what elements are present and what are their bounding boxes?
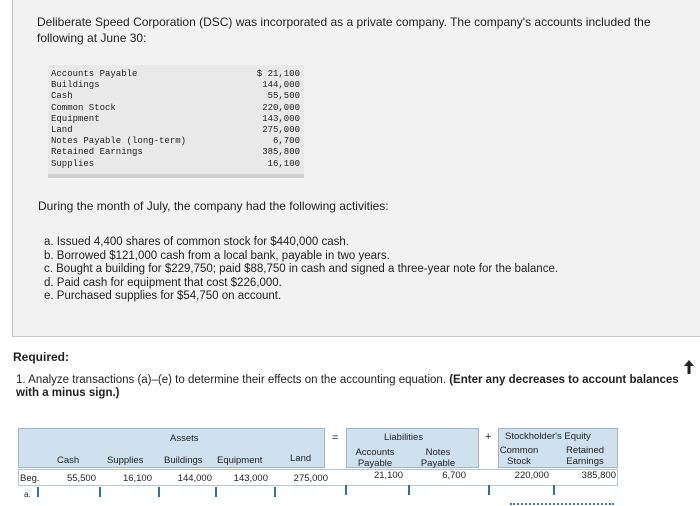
activity-item: d. Paid cash for equipment that cost $226,000. <box>44 276 282 289</box>
account-name: Cash <box>51 91 73 102</box>
focus-indicator <box>510 503 614 505</box>
col-notes-payable: Notes Payable <box>420 447 456 469</box>
activity-item: e. Purchased supplies for $54,750 on account. <box>44 290 282 303</box>
intro-text: Deliberate Speed Corporation (DSC) was incorporated as a private company. The company's accounts included the following at June 30: <box>37 15 651 45</box>
account-value: 144,000 <box>262 80 300 91</box>
input-common-stock-a[interactable] <box>488 485 490 495</box>
col-accounts-payable: Accounts Payable <box>355 447 395 469</box>
account-name: Supplies <box>51 158 95 169</box>
cursor-icon <box>683 360 695 374</box>
input-supplies-a[interactable] <box>99 487 101 497</box>
plus-sign: + <box>485 431 492 443</box>
col-common-stock: Common Stock <box>499 445 539 467</box>
account-row <box>51 114 300 125</box>
required-label: Required: <box>13 350 70 364</box>
accounts-list <box>51 69 300 170</box>
input-buildings-a[interactable] <box>158 487 160 497</box>
account-name: Common Stock <box>51 102 116 113</box>
input-accounts-payable-a[interactable] <box>345 485 347 495</box>
col-buildings: Buildings <box>164 455 203 466</box>
activity-item: c. Bought a building for $229,750; paid $88,750 in cash and signed a three-year note for the balance. <box>44 263 559 276</box>
beg-supplies: 16,100 <box>122 473 152 484</box>
beg-accounts-payable: 21,100 <box>373 470 403 481</box>
account-name: Accounts Payable <box>51 69 138 79</box>
beg-common-stock: 220,000 <box>514 470 549 481</box>
input-cash-a[interactable] <box>37 487 39 497</box>
input-equipment-a[interactable] <box>215 487 217 497</box>
accounts-underline <box>48 174 304 178</box>
equity-label: Stockholder's Equity <box>505 431 591 442</box>
account-row <box>51 136 300 147</box>
col-supplies: Supplies <box>107 455 144 466</box>
beg-notes-payable: 6,700 <box>442 470 466 481</box>
col-cash: Cash <box>57 455 80 466</box>
account-row <box>51 69 300 80</box>
account-name: Notes Payable (long-term) <box>51 136 187 147</box>
beg-retained-earnings: 385,800 <box>581 470 616 481</box>
account-row <box>51 80 300 91</box>
account-name: Land <box>51 124 73 135</box>
row-a-label: a. <box>24 490 31 499</box>
activity-item: a. Issued 4,400 shares of common stock for $440,000 cash. <box>44 236 349 248</box>
account-row <box>51 147 300 158</box>
equals-sign: = <box>332 432 339 444</box>
beg-label: Beg. <box>20 473 40 484</box>
account-value: 220,000 <box>262 102 300 113</box>
assets-label: Assets <box>170 433 199 444</box>
col-retained-earnings: Retained Earnings <box>565 445 605 467</box>
account-name: Retained Earnings <box>51 147 143 158</box>
july-text: During the month of July, the company had the following activities: <box>38 199 389 213</box>
account-row <box>51 91 300 102</box>
account-value: 16,100 <box>267 158 300 169</box>
account-row <box>51 103 300 114</box>
liabilities-label: Liabilities <box>384 432 424 443</box>
col-equipment: Equipment <box>217 455 263 466</box>
account-value: $ 21,100 <box>256 69 300 79</box>
beg-equipment: 143,000 <box>233 473 268 484</box>
activity-item: b. Borrowed $121,000 cash from a local bank, payable in two years. <box>44 249 390 262</box>
account-name: Equipment <box>51 113 100 124</box>
input-retained-earnings-a[interactable] <box>553 485 555 495</box>
question-instruction: (Enter any decreases to account balances with a minus sign.) <box>16 374 679 399</box>
input-notes-payable-a[interactable] <box>408 485 410 495</box>
account-value: 6,700 <box>272 136 300 147</box>
beg-cash: 55,500 <box>66 473 96 484</box>
account-value: 275,000 <box>262 124 300 135</box>
beg-buildings: 144,000 <box>177 473 212 484</box>
question-text <box>16 374 700 400</box>
col-land: Land <box>290 453 312 464</box>
accounting-equation-table <box>18 428 700 506</box>
accounts-box <box>48 65 304 178</box>
activities-list <box>44 236 558 304</box>
beg-land: 275,000 <box>293 473 328 484</box>
account-value: 55,500 <box>267 91 300 102</box>
account-name: Buildings <box>51 80 100 91</box>
account-row <box>51 159 300 170</box>
account-value: 143,000 <box>262 113 300 124</box>
input-land-a[interactable] <box>274 487 276 497</box>
question-main: 1. Analyze transactions (a)–(e) to determine their effects on the accounting equation. <box>16 374 447 386</box>
account-row <box>51 125 300 136</box>
account-value: 385,800 <box>262 147 300 158</box>
